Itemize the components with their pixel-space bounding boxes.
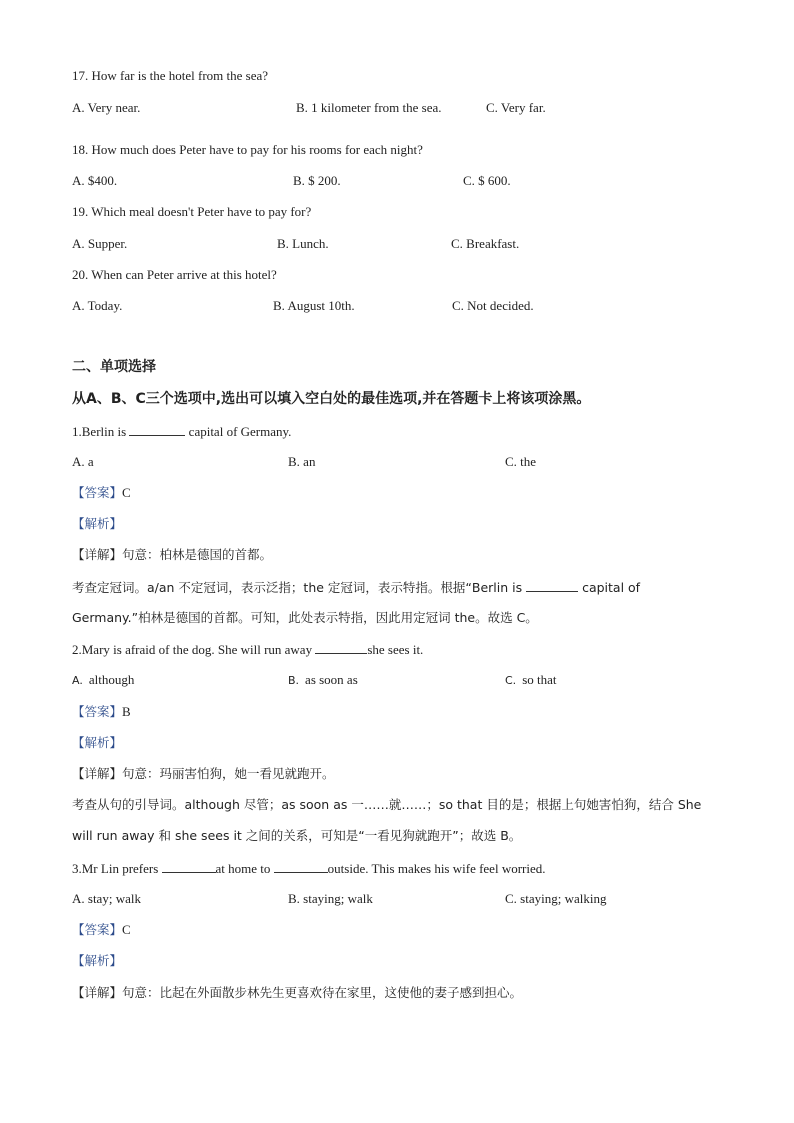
analysis-label: 【解析】 [72, 516, 123, 531]
answer-2 [72, 704, 131, 720]
question-3-text-start: 3.Mr Lin prefers [72, 861, 162, 876]
option-2-c-label: C. [505, 674, 517, 687]
option-2-b [288, 672, 358, 689]
question-1 [72, 423, 291, 440]
option-2-b-label: B. [288, 674, 300, 687]
option-17-b: B. 1 kilometer from the sea. [296, 100, 442, 115]
answer-blank [315, 641, 367, 654]
option-20-a: A. Today. [72, 298, 123, 313]
explanation-2-line-2: will run away 和 she sees it 之间的关系，可知是“一看见狗就跑开”；故选 B。 [72, 828, 522, 843]
option-18-a: A. $400. [72, 173, 118, 188]
option-20-b: B. August 10th. [273, 298, 355, 313]
detail-3-text: 句意：比起在外面散步林先生更喜欢待在家里，这使他的妻子感到担心。 [122, 985, 523, 1000]
explanation-2-line-1: 考查从句的引导词。although 尽管；as soon as 一……就……；so that 目的是；根据上句她害怕狗，结合 She [72, 797, 702, 812]
question-2-text-start: 2.Mary is afraid of the dog. She will run away [72, 642, 316, 657]
detail-label: 【详解】 [72, 766, 123, 781]
explanation-1-line-2: Germany.”柏林是德国的首都。可知，此处表示特指，因此用定冠词 the。故选 C。 [72, 610, 538, 625]
question-3-text-end: outside. This makes his wife feel worried. [327, 861, 546, 876]
explanation-1-text-start: 考查定冠词。a/an 不定冠词，表示泛指；the 定冠词，表示特指。根据“Berlin is [72, 580, 527, 595]
analysis-label: 【解析】 [72, 953, 123, 968]
question-2 [72, 641, 423, 658]
section-instruction: 从A、B、C三个选项中,选出可以填入空白处的最佳选项,并在答题卡上将该项涂黑。 [72, 391, 591, 407]
answer-1-value: C [122, 485, 131, 500]
answer-blank [162, 860, 216, 873]
explanation-1-text-end: capital of [578, 580, 641, 595]
question-19: 19. Which meal doesn't Peter have to pay for? [72, 204, 312, 219]
question-20: 20. When can Peter arrive at this hotel? [72, 267, 277, 282]
option-18-b: B. $ 200. [293, 173, 341, 188]
answer-label: 【答案】 [72, 922, 123, 937]
detail-label: 【详解】 [72, 985, 123, 1000]
option-2-a [72, 672, 134, 689]
option-3-a: A. stay; walk [72, 891, 141, 906]
option-3-c: C. staying; walking [505, 891, 607, 906]
option-19-a: A. Supper. [72, 236, 128, 251]
option-19-c: C. Breakfast. [451, 236, 520, 251]
detail-2-text: 句意：玛丽害怕狗，她一看见就跑开。 [122, 766, 335, 781]
answer-3 [72, 922, 131, 938]
option-2-b-text: as soon as [305, 672, 358, 687]
option-2-a-label: A. [72, 674, 83, 687]
explanation-1-line-1 [72, 579, 640, 596]
answer-blank [526, 579, 578, 592]
question-17: 17. How far is the hotel from the sea? [72, 68, 269, 83]
question-3 [72, 860, 546, 877]
question-1-text-start: 1.Berlin is [72, 424, 130, 439]
option-2-c-text: so that [522, 672, 557, 687]
option-1-b: B. an [288, 454, 316, 469]
section-title: 二、单项选择 [72, 359, 156, 375]
detail-3 [72, 985, 522, 1001]
option-2-a-text: although [88, 672, 135, 687]
question-2-text-end: she sees it. [367, 642, 424, 657]
detail-1-text: 句意：柏林是德国的首都。 [122, 547, 273, 562]
answer-label: 【答案】 [72, 485, 123, 500]
option-17-c: C. Very far. [486, 100, 546, 115]
option-19-b: B. Lunch. [277, 236, 329, 251]
question-3-text-mid: at home to [215, 861, 274, 876]
option-3-b: B. staying; walk [288, 891, 373, 906]
answer-label: 【答案】 [72, 704, 123, 719]
answer-blank [274, 860, 328, 873]
answer-3-value: C [122, 922, 131, 937]
question-1-text-end: capital of Germany. [185, 424, 292, 439]
option-17-a: A. Very near. [72, 100, 141, 115]
answer-blank [129, 423, 185, 436]
detail-1 [72, 547, 272, 563]
answer-2-value: B [122, 704, 131, 719]
option-1-a: A. a [72, 454, 94, 469]
analysis-label: 【解析】 [72, 735, 123, 750]
option-18-c: C. $ 600. [463, 173, 511, 188]
detail-2 [72, 766, 335, 782]
detail-label: 【详解】 [72, 547, 123, 562]
question-18: 18. How much does Peter have to pay for his rooms for each night? [72, 142, 423, 157]
option-2-c [505, 672, 557, 689]
option-20-c: C. Not decided. [452, 298, 534, 313]
answer-1 [72, 485, 131, 501]
option-1-c: C. the [505, 454, 537, 469]
